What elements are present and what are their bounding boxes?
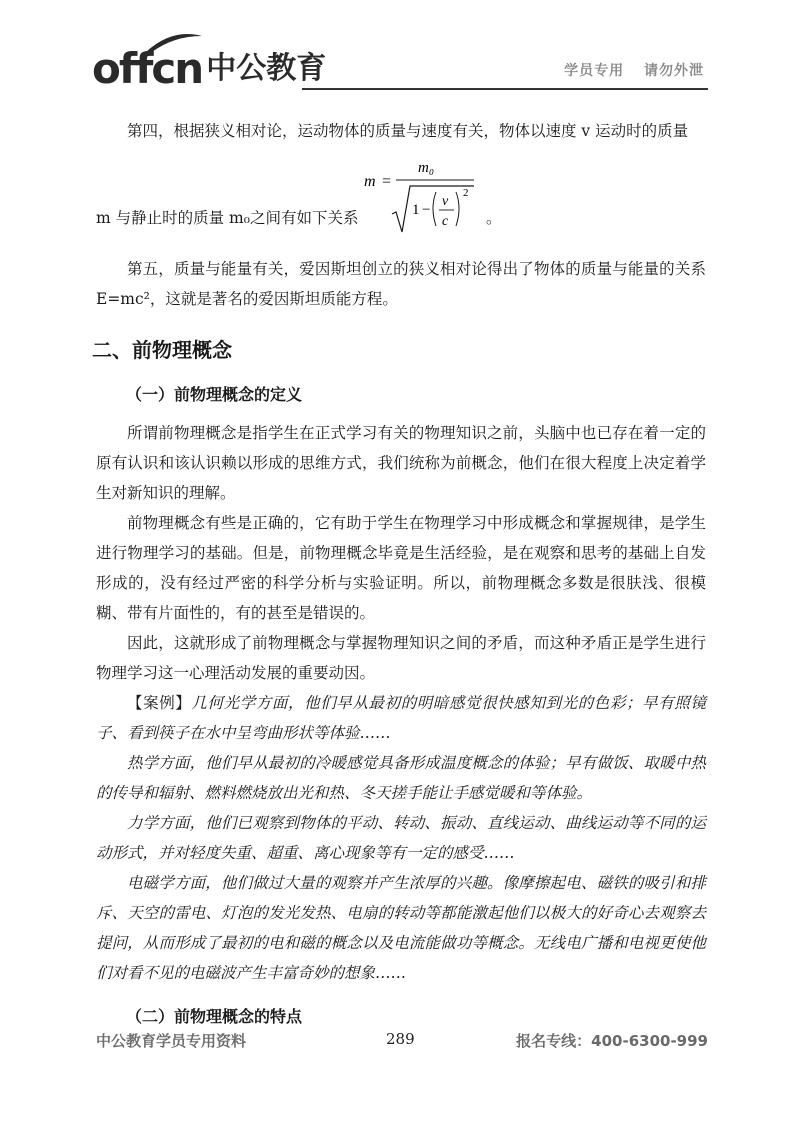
tag-students-only: 学员专用: [564, 63, 625, 79]
formula-one: 1: [412, 202, 420, 218]
tag-do-not-leak: 请勿外泄: [644, 63, 704, 79]
mass-formula-line: [96, 148, 706, 236]
paragraph-relativity-mass: 第四，根据狭义相对论，运动物体的质量与速度有关，物体以速度 v 运动时的质量: [127, 122, 689, 140]
logo-swoosh-icon: [144, 32, 204, 54]
page-number: 289: [386, 1030, 415, 1048]
page-content: [92, 116, 706, 1040]
formula-numerator: m₀: [418, 160, 435, 176]
paragraph-case-mechanics: 力学方面，他们已观察到物体的平动、转动、振动、直线运动、曲线运动等不同的运动形式，并对轻度失重、超重、离心现象等有一定的感受……: [96, 814, 706, 862]
mass-relation-text: m 与静止时的质量 m₀之间有如下关系: [96, 209, 359, 227]
formula-m: m: [364, 173, 376, 190]
page-footer: [96, 1030, 708, 1054]
footer-left-text: 中公教育学员专用资料: [96, 1032, 247, 1050]
formula-c: c: [442, 214, 449, 229]
logo-english: offcn: [92, 44, 203, 93]
subsection-definition-title: （一）前物理概念的定义: [126, 385, 303, 404]
page-header: [92, 38, 708, 94]
paragraph-contradiction: 因此，这就形成了前物理概念与掌握物理知识之间的矛盾，而这种矛盾正是学生进行物理学习这一心理活动发展的重要动因。: [96, 634, 706, 682]
svg-text:=: =: [382, 173, 392, 190]
paragraph-case-electromagnetism: 电磁学方面，他们做过大量的观察并产生浓厚的兴趣。像摩擦起电、磁铁的吸引和排斥、天空的雷电、灯泡的发光发热、电扇的转动等都能激起他们以极大的好奇心去观察去提问，从而形成了最初的电和磁的概念以及电流能做功等概念。无线电广播和电视更使他们对看不见的电磁波产生丰富奇妙的想象……: [96, 874, 706, 982]
section-title-pre-physics-concepts: 二、前物理概念: [92, 338, 232, 362]
subsection-features-title: （二）前物理概念的特点: [126, 1007, 303, 1026]
formula-minus: −: [422, 202, 431, 218]
formula-v: v: [442, 194, 449, 209]
case-optics-text: 几何光学方面，他们早从最初的明暗感觉很快感知到光的色彩；早有照镜子、看到筷子在水中呈弯曲形状等体验……: [96, 694, 706, 742]
header-rule: [302, 88, 708, 90]
formula-period: 。: [486, 209, 502, 227]
case-label: 【案例】: [127, 694, 192, 712]
formula-exponent: 2: [463, 187, 469, 199]
footer-hotline: 报名专线：400-6300-999: [516, 1032, 708, 1050]
paragraph-definition: 所谓前物理概念是指学生在正式学习有关的物理知识之前，头脑中也已存在着一定的原有认识和该认识赖以形成的思维方式，我们统称为前概念，他们在很大程度上决定着学生对新知识的理解。: [96, 424, 706, 502]
header-tags: [564, 60, 704, 80]
relativistic-mass-formula: [362, 148, 482, 236]
paragraph-case-optics: [96, 688, 706, 748]
paragraph-correctness: 前物理概念有些是正确的，它有助于学生在物理学习中形成概念和掌握规律，是学生进行物理学习的基础。但是，前物理概念毕竟是生活经验，是在观察和思考的基础上自发形成的，没有经过严密的科学分析与实验证明。所以，前物理概念多数是很肤浅、很模糊、带有片面性的，有的甚至是错误的。: [96, 514, 706, 622]
paragraph-case-heat: 热学方面，他们早从最初的冷暖感觉具备形成温度概念的体验；早有做饭、取暖中热的传导和辐射、燃料燃烧放出光和热、冬天搓手能让手感觉暖和等体验。: [96, 754, 706, 802]
offcn-logo: [92, 40, 327, 93]
logo-chinese: 中公教育: [206, 51, 327, 86]
paragraph-mass-energy: 第五，质量与能量有关，爱因斯坦创立的狭义相对论得出了物体的质量与能量的关系 E=mc²，这就是著名的爱因斯坦质能方程。: [96, 260, 706, 308]
